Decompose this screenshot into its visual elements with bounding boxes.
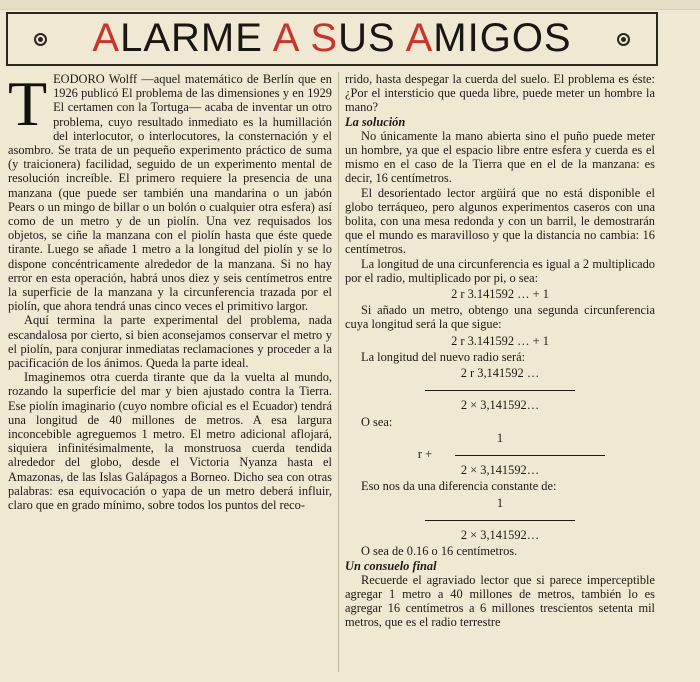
formula-3-bar [345,382,655,396]
paragraph-intro: EODORO Wolff —aquel matemático de Berlín que en 1926 publicó El problema de las dimensiones y en 1929 El certamen con la Tortuga— acaba de inventar un otro problema, cuyo resultado inmediato es la humillación del interlocutor, o interlocutores, la consternación y el asombro. Se trata de un pequeño experimento práctico de suma (y traicionera) facilidad, seguido de un experimento mental de resolución increíble. El primero requiere la presencia de una manzana (que puede ser también una mandarina o un jabón Pears o un mingo de billar o un bolón o cualquier otra esfera) así como de un metro y de un piolín. Una vez requisados los objetos, se ciñe la manzana con el piolín hasta que éste quede tirante. Luego se añade 1 metro a la longitud del piolín y se lo dispone concéntricamente alrededor de la manzana. Si no hay error en esta operación, habrá unos diez y seis centímetros entre la superficie de la manzana y la circunferencia trazada por el piolín, que ahora tendrá unas cinco veces el primitivo largor. [8,72,332,314]
title-frame [6,12,658,66]
paragraph-solution: No únicamente la mano abierta sino el puño puede meter un hombre, ya que el espacio libre entre esfera y cuerda es el mismo en el caso de la Tierra que en el de la manzana: es decir, 16 centímetros. [345,128,655,186]
formula-5-one: 1 [496,495,504,510]
paragraph-result: O sea de 0.16 o 16 centímetros. [361,544,518,559]
drop-cap: T [8,68,48,139]
formula-1: 2 r 3.141592 … + 1 [451,287,549,302]
paragraph-circumference: La longitud de una circunferencia es igual a 2 multiplicado por el radio, multiplicado por pi, o sea: [345,256,655,285]
formula-2: 2 r 3.141592 … + 1 [451,333,549,348]
column-right [345,72,655,630]
ornament-right-icon [617,33,630,46]
paragraph-imagine: Imaginemos otra cuerda tirante que da la vuelta al mundo, rozando la superficie del mar y bien ajustado contra la Tierra. Ese piolín imaginario (cuyo nombre oficial es el Ecuador) tendrá una longitud de 40 millones de metros. A esa largura inconcebible agreguemos 1 metro. El metro adicional aflojará, siquiera infinitésimalmente, la monstruosa cuerda tendida alrededor del globo, desde el Victoria Nyanza hasta el Amazonas, de las Islas Galápagos a Borneo. Dicho sea con otras palabras: esa equivocación o yapa de un metro deberá influir, claro que en grado mínimo, sobre todos los puntos del reco- [8,370,332,513]
formula-3-denominator: 2 × 3,141592… [460,398,540,413]
column-divider [338,72,339,672]
paragraph-difference: Eso nos da una diferencia constante de: [361,479,557,494]
formula-5-denominator: 2 × 3,141592… [460,528,540,543]
paragraph-add-meter: Si añado un metro, obtengo una segunda circunferencia cuya longitud será la que sigue: [345,303,655,332]
paragraph-continuation: rrido, hasta despegar la cuerda del suelo. El problema es éste: ¿Por el intersticio que queda libre, puede meter un hombre la mano? [345,72,655,115]
formula-3-numerator: 2 r 3,141592 … [460,366,540,381]
column-left [8,68,332,513]
article-title: ALARME A SUS AMIGOS [92,16,572,60]
formula-4-lhs: r + [417,447,433,462]
heading-solution: La solución [345,114,406,129]
formula-5-bar [345,512,655,526]
formula-4-one: 1 [496,430,504,445]
formula-4-denominator: 2 × 3,141592… [460,463,540,478]
paragraph-final: Recuerde el agraviado lector que si parece imperceptible agregar 1 metro a 40 millones de metros, también lo es agregar 16 centímetros a 6 millones trescientos setenta mil metros, que es el radio terrestre [345,572,655,630]
paragraph-new-radius: La longitud del nuevo radio será: [361,349,526,364]
paragraph-experimental: Aquí termina la parte experimental del problema, nada escandalosa por cierto, si bien aconsejamos conservar el metro y el piolín, para conjurar inmediatas reclamaciones y proceder a la pacificación de los ánimos. Queda la parte ideal. [8,313,332,371]
top-page-strip [0,0,700,10]
paragraph-disoriented: El desorientado lector argüirá que no está disponible el globo terráqueo, pero algunos experimentos caseros con una bolita, con una mesa redonda y con un barril, le demostrarán que el mundo es maravilloso y que la distancia no cambia: 16 centímetros. [345,185,655,257]
formula-4-bar [345,447,655,461]
label-o-sea: O sea: [361,414,393,429]
heading-final: Un consuelo final [345,558,437,573]
